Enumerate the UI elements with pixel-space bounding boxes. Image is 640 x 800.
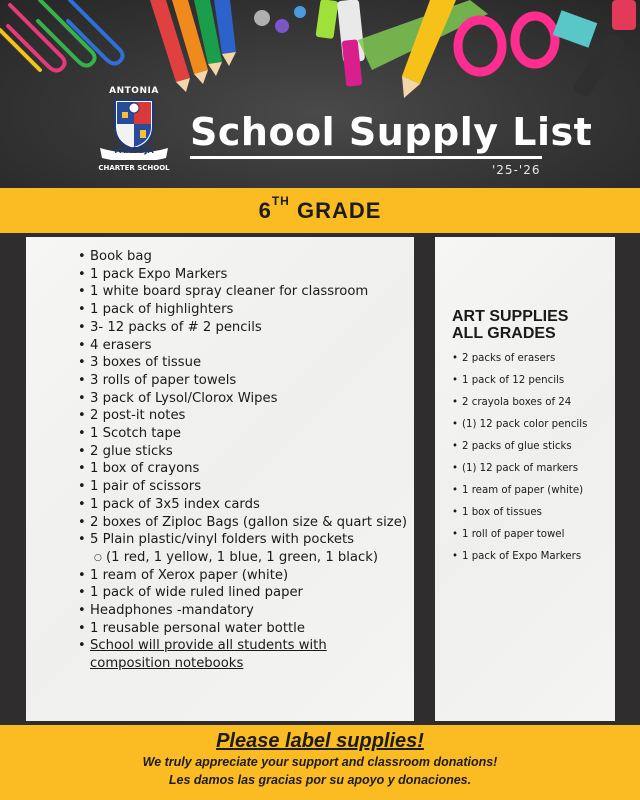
grade-label: GRADE (296, 197, 382, 223)
list-item: • 1 pack of highlighters (78, 301, 408, 319)
scissors-icon (458, 16, 555, 72)
paper-clips-icon (0, 0, 123, 71)
footer-banner (0, 725, 640, 800)
list-item: • 4 erasers (78, 337, 408, 355)
art-list-item: • 2 crayola boxes of 24 (452, 392, 612, 414)
art-list-item: • (1) 12 pack color pencils (452, 414, 612, 436)
grade-heading (258, 194, 382, 224)
list-item: • Book bag (78, 248, 408, 266)
header-chalkboard (0, 0, 640, 188)
notebooks-note: School will provide all students with composition notebooks (90, 638, 327, 672)
list-item: • 2 glue sticks (78, 443, 408, 461)
list-sub-item: ○ (1 red, 1 yellow, 1 blue, 1 green, 1 black) (78, 549, 408, 567)
art-list-item: • 1 roll of paper towel (452, 524, 612, 546)
marker-icon (572, 0, 636, 99)
footer-title: Please label supplies! (216, 730, 424, 752)
art-supplies-title (452, 308, 602, 342)
list-item: • 2 post-it notes (78, 407, 408, 425)
push-pins-icon (254, 6, 306, 33)
list-item: • 1 box of crayons (78, 460, 408, 478)
list-item: • 3 boxes of tissue (78, 354, 408, 372)
logo-middle-text: PANTOJA (114, 146, 154, 155)
grade-number: 6 (258, 197, 272, 223)
list-item: • Headphones -mandatory (78, 602, 408, 620)
list-item: • 1 pack Expo Markers (78, 266, 408, 284)
art-list-item: • 2 packs of glue sticks (452, 436, 612, 458)
school-year: '25-'26 (492, 163, 541, 177)
list-item: • 1 reusable personal water bottle (78, 620, 408, 638)
list-item: • 3- 12 packs of # 2 pencils (78, 319, 408, 337)
list-item: • 1 ream of Xerox paper (white) (78, 567, 408, 585)
art-list-item: • 1 pack of 12 pencils (452, 370, 612, 392)
footer-thanks-spanish: Les damos las gracias por su apoyo y donaciones. (168, 773, 472, 787)
footer-thanks-english: We truly appreciate your support and classroom donations! (142, 755, 498, 769)
logo-bottom-text: CHARTER SCHOOL (98, 164, 170, 172)
art-list-item: • 2 packs of erasers (452, 348, 612, 370)
list-item: • 3 rolls of paper towels (78, 372, 408, 390)
list-item: • 1 Scotch tape (78, 425, 408, 443)
art-title-line2: ALL GRADES (452, 325, 556, 342)
art-list-item: • 1 pack of Expo Markers (452, 546, 612, 568)
grade-banner (0, 188, 640, 233)
list-item: • 3 pack of Lysol/Clorox Wipes (78, 390, 408, 408)
list-item: • 1 pack of 3x5 index cards (78, 496, 408, 514)
shield-crest-icon (113, 98, 155, 150)
list-item: • 2 boxes of Ziploc Bags (gallon size & quart size) (78, 514, 408, 532)
list-item: • 1 pack of wide ruled lined paper (78, 584, 408, 602)
list-item: • 1 pair of scissors (78, 478, 408, 496)
art-list-item: • (1) 12 pack of markers (452, 458, 612, 480)
highlighters-icon (315, 0, 365, 87)
school-logo (96, 86, 172, 176)
list-item-notebooks (78, 637, 408, 672)
logo-top-text: ANTONIA (109, 86, 159, 96)
colored-pencils-icon (150, 0, 236, 92)
list-item: • 1 white board spray cleaner for classroom (78, 283, 408, 301)
list-item: • 5 Plain plastic/vinyl folders with pockets (78, 531, 408, 549)
art-list-item: • 1 ream of paper (white) (452, 480, 612, 502)
supply-list (78, 248, 408, 673)
page-title: School Supply List (190, 110, 593, 154)
title-underline (190, 156, 542, 159)
art-supplies-list (452, 348, 612, 568)
art-list-item: • 1 box of tissues (452, 502, 612, 524)
grade-suffix: TH (271, 194, 290, 209)
art-title-line1: ART SUPPLIES (452, 308, 569, 325)
